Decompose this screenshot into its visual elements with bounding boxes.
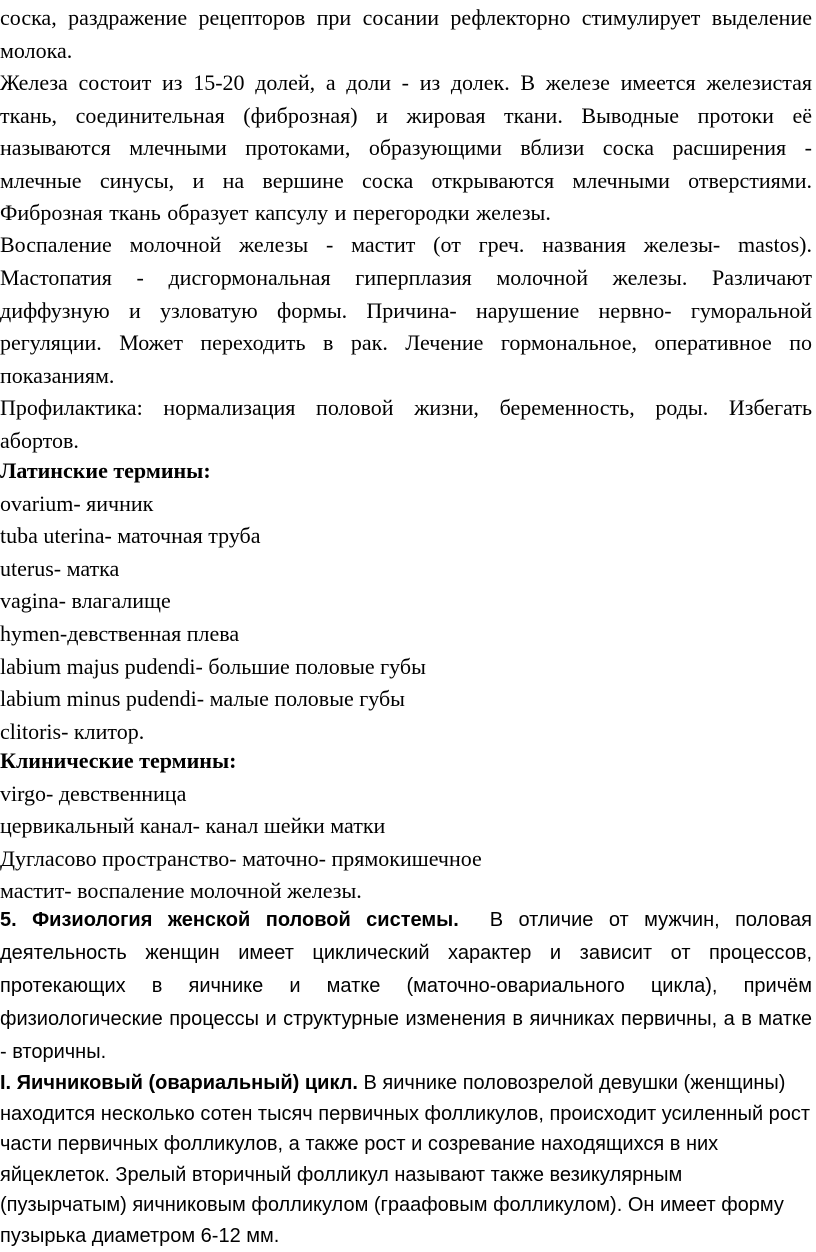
ovarian-cycle-heading: I. Яичниковый (овариальный) цикл. (0, 1072, 358, 1094)
clinical-term-item: цервикальный канал- канал шейки матки (0, 813, 386, 839)
latin-term-item: vagina- влагалище (0, 588, 171, 614)
clinical-terms-section (0, 745, 812, 908)
paragraph-prevention: Профилактика: нормализация половой жизни, беременность, роды. Избегать абортов. (0, 395, 812, 453)
latin-term-item: labium majus pudendi- большие половые губы (0, 653, 426, 679)
ovarian-cycle-text: В яичнике половозрелой девушки (женщины) находится несколько сотен тысяч первичных фолликулов, происходит усиленный рост части первичных фолликулов, а также рост и созревание находящихся в них яйцеклеток. Зрелый вторичный фолликул называют также везикулярным (пузырчатым) яичниковым фолликулом (граафовым фолликулом). Он имеет форму пузырька диаметром 6-12 мм. (0, 1072, 811, 1247)
clinical-terms-heading: Клинические термины: (0, 748, 237, 773)
latin-term-item: ovarium- яичник (0, 490, 154, 516)
clinical-term-item: мастит- воспаление молочной железы. (0, 878, 362, 904)
latin-term-item: tuba uterina- маточная труба (0, 523, 261, 549)
latin-term-item: clitoris- клитор. (0, 718, 145, 744)
latin-terms-heading: Латинские термины: (0, 458, 211, 483)
latin-term-item: uterus- матка (0, 555, 120, 581)
clinical-term-item: virgo- девственница (0, 780, 187, 806)
paragraph-gland-structure: Железа состоит из 15-20 долей, а доли - из долек. В железе имеется железистая ткань, соединительная (фиброзная) и жировая ткани. Выводные протоки её называются млечными протоками, образующими вблизи соска расширения - млечные синусы, и на вершине соска открываются млечными отверстиями. Фиброзная ткань образует капсулу и перегородки железы. (0, 70, 812, 226)
paragraph-mastopathy: Мастопатия - дисгормональная гиперплазия молочной железы. Различают диффузную и узловатую формы. Причина- нарушение нервно- гуморальной регуляции. Может переходить в рак. Лечение гормональное, оперативное по показаниям. (0, 265, 812, 388)
latin-terms-section (0, 455, 812, 748)
paragraph-mastitis: Воспаление молочной железы - мастит (от греч. названия железы- mastos). (0, 232, 812, 257)
section-5-text: В отличие от мужчин, половая деятельность женщин имеет циклический характер и зависит от процессов, протекающих в яичнике и матке (маточно-овариального цикла), причём физиологические процессы и структурные изменения в яичниках первичны, а в матке - вторичны. (0, 909, 812, 1063)
clinical-term-item: Дугласово пространство- маточно- прямокишечное (0, 845, 482, 871)
paragraph-lactation: соска, раздражение рецепторов при сосании рефлекторно стимулирует выделение молока. (0, 5, 812, 63)
latin-term-item: labium minus pudendi- малые половые губы (0, 686, 405, 712)
section-5-physiology (0, 904, 812, 1069)
latin-term-item: hymen-девственная плева (0, 620, 240, 646)
section-5-heading: 5. Физиология женской половой системы. (0, 909, 459, 931)
section-ovarian-cycle (0, 1068, 812, 1252)
